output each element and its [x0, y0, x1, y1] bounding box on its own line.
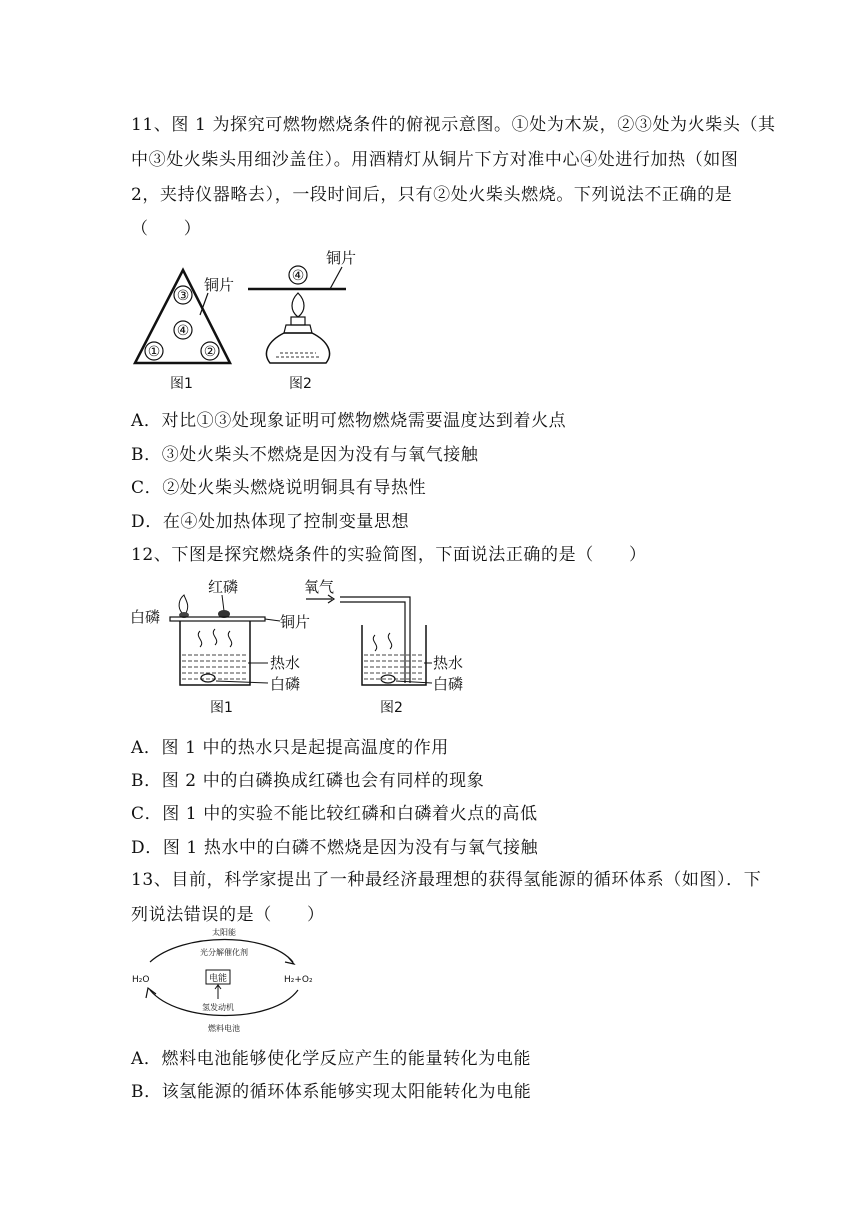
alcohol-lamp	[266, 333, 329, 363]
q12-fig2-caption: 图2	[380, 700, 403, 716]
h2-o2-label: H₂+O₂	[284, 975, 313, 985]
engine-label: 氢发动机	[202, 1003, 234, 1012]
oxygen-label: 氧气	[304, 578, 335, 596]
fig1-caption: 图1	[170, 376, 193, 392]
fig2-copper-label: 铜片	[326, 249, 357, 267]
oxygen-tube	[340, 597, 410, 683]
q12-option-c: C．图 1 中的实验不能比较红磷和白磷着火点的高低	[131, 804, 538, 824]
electric-energy-label: 电能	[208, 974, 228, 984]
white-phosphorus-2-label: 白磷	[433, 675, 464, 693]
q11-option-a: A．对比①③处现象证明可燃物燃烧需要温度达到着火点	[131, 411, 567, 431]
fig1-copper-label: 铜片	[204, 276, 235, 294]
white-phosphorus-top-label: 白磷	[130, 608, 161, 626]
q11-option-b: B．③处火柴头不燃烧是因为没有与氧气接触	[131, 445, 479, 465]
mark-3: ③	[176, 288, 190, 304]
white-phosphorus-1-label: 白磷	[270, 675, 301, 693]
q11-figure	[130, 245, 360, 395]
q11-stem-line-2: 中③处火柴头用细沙盖住）。用酒精灯从铜片下方对准中心④处进行加热（如图	[131, 150, 739, 170]
fig2-caption: 图2	[289, 376, 312, 392]
hot-water-2-label: 热水	[433, 654, 464, 672]
q12-fig1-caption: 图1	[210, 700, 233, 716]
q13-stem-line-1: 13、目前，科学家提出了一种最经济最理想的获得氢能源的循环体系（如图）．下	[131, 870, 762, 890]
copper-sheet-label: 铜片	[280, 613, 311, 631]
q13-cycle-diagram	[128, 924, 328, 1036]
q13-option-b: B．该氢能源的循环体系能够实现太阳能转化为电能	[131, 1082, 532, 1102]
steam-icon	[373, 633, 391, 651]
h2o-label: H₂O	[132, 975, 150, 985]
red-phosphorus-label: 红磷	[208, 578, 239, 596]
q13-option-a: A．燃料电池能够使化学反应产生的能量转化为电能	[131, 1049, 532, 1069]
q11-answer-blank: （ ）	[131, 219, 202, 239]
solar-label: 太阳能	[212, 928, 236, 937]
q12-option-d: D．图 1 热水中的白磷不燃烧是因为没有与氧气接触	[131, 838, 539, 858]
q12-stem: 12、下图是探究燃烧条件的实验简图，下面说法正确的是（ ）	[131, 545, 647, 565]
q12-option-a: A．图 1 中的热水只是起提高温度的作用	[131, 738, 449, 758]
flame-icon	[179, 595, 188, 613]
q11-option-d: D．在④处加热体现了控制变量思想	[131, 512, 410, 532]
q13-stem-line-2: 列说法错误的是（ ）	[131, 905, 325, 925]
flame-icon	[292, 293, 304, 317]
catalyst-label: 光分解催化剂	[200, 948, 248, 957]
hot-water-1-label: 热水	[270, 654, 301, 672]
q11-stem-line-1: 11、图 1 为探究可燃物燃烧条件的俯视示意图。①处为木炭，②③处为火柴头（其	[131, 115, 776, 135]
q11-option-c: C．②处火柴头燃烧说明铜具有导热性	[131, 478, 427, 498]
mark-2: ②	[203, 344, 217, 360]
beaker-1	[180, 621, 250, 685]
q11-stem-line-3: 2，夹持仪器略去），一段时间后，只有②处火柴头燃烧。下列说法不正确的是	[131, 185, 733, 205]
arrow-left-icon	[146, 988, 156, 998]
fig2-mark-4: ④	[291, 268, 305, 284]
fuel-cell-label: 燃料电池	[208, 1024, 240, 1033]
mark-1: ①	[147, 344, 161, 360]
q12-figure	[130, 573, 480, 718]
white-phosphorus-1-icon	[201, 674, 215, 682]
steam-icon	[198, 629, 231, 647]
mark-4: ④	[176, 323, 190, 339]
arrow-right-icon	[285, 957, 294, 964]
q12-option-b: B．图 2 中的白磷换成红磷也会有同样的现象	[131, 771, 485, 791]
copper-sheet	[170, 617, 265, 621]
